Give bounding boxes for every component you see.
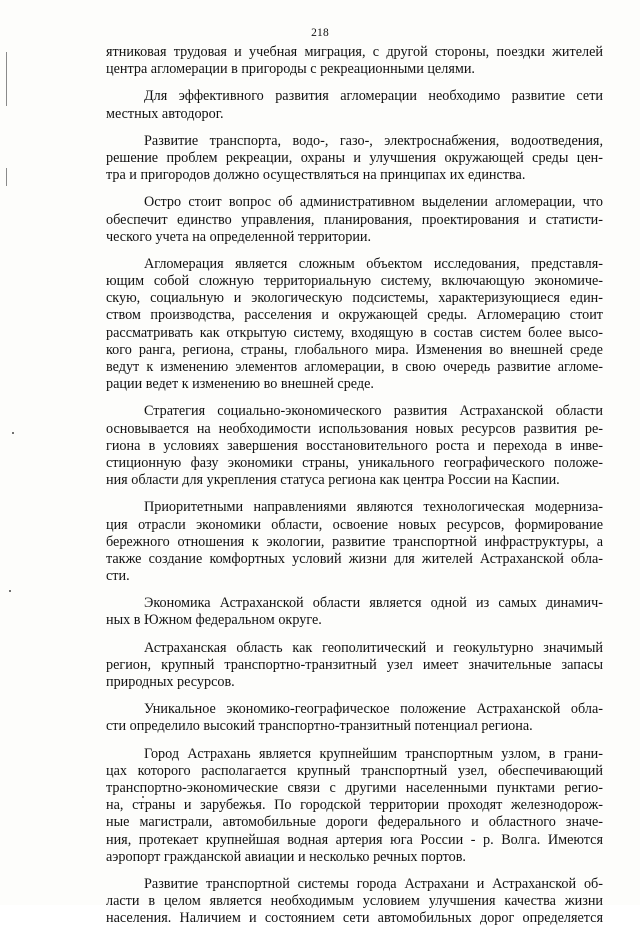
text-line: решение проблем рекреации, охраны и улучшения окружающей среды цен- [106,149,603,166]
text-line: местных автодорог. [106,105,224,122]
text-line: Экономика Астраханской области является одной из самых динамич- [144,595,603,612]
text-line: ния, протекает крупнейшая водная артерия юга России - р. Волга. Имеются [106,831,603,848]
text-line: ческого учета на определенной территории. [106,228,372,245]
text-line: гиона в условиях завершения восстановительного роста и перехода в инве- [106,437,603,454]
text-line: обеспечит единство управления, планирования, проектирования и статисти- [106,211,603,228]
text-line: Приоритетными направлениями являются технологическая модерниза- [144,499,603,516]
text-line: ством производства, расселения и окружающей среды. Агломерацию стоит [106,307,603,324]
text-line: транспортно-экономические связи с другими населенными пунктами регио- [106,779,603,796]
text-line: стиционную фазу экономики страны, уникального географического положе- [106,454,603,471]
paragraph [106,256,603,394]
text-line: ведут к изменению элементов агломерации, в свою очередь развитие агломе- [106,359,603,375]
text-line: ятниковая трудовая и учебная миграция, с другой стороны, поездки жителей [106,44,603,60]
text-line: кого ранга, региона, страны, глобального мира. Изменения во внешней среде [106,341,603,358]
paragraph [106,640,603,692]
scan-margin-mark [6,52,7,106]
text-line: основывается на необходимости использования новых ресурсов развития ре- [106,420,603,437]
text-line: также создание комфортных условий жизни для жителей Астраханской обла- [106,550,603,567]
paragraph [106,499,603,585]
paragraph [106,595,603,629]
scan-margin-mark [6,168,7,186]
text-line: Развитие транспортной системы города Астрахани и Астраханской об- [144,875,603,892]
paragraph [106,194,603,246]
text-line: населения. Наличием и состоянием сети автомобильных дорог определяется [106,910,603,927]
text-line: Остро стоит вопрос об административном выделении агломерации, что [144,194,603,211]
text-line: Город Астрахань является крупнейшим транспортным узлом, в грани- [144,745,603,762]
paragraph [106,403,603,489]
text-line: Уникальное экономико-географическое положение Астраханской обла- [144,701,603,718]
text-line: ющим собой сложную территориальную систему, включающую экономиче- [106,273,603,290]
page-number: 218 [311,27,329,39]
text-line: скую, социальную и экологическую подсистемы, характеризующиеся един- [106,290,603,307]
paragraph [106,88,603,122]
text-line: ласти в целом является необходимым условием улучшения качества жизни [106,893,603,910]
text-line: Развитие транспорта, водо-, газо-, электроснабжения, водоотведения, [144,132,603,149]
body-text [106,44,603,937]
text-line: ция отрасли экономики области, освоение новых ресурсов, формирование [106,516,603,533]
text-line: Стратегия социально-экономического развития Астраханской области [144,403,603,420]
paragraph [106,133,603,185]
text-line: бережного отношения к экологии, развитие транспортной инфраструктуры, а [106,533,603,550]
text-line: рассматривать как открытую систему, входящую в состав систем более высо- [106,324,603,341]
paragraph [106,44,603,78]
text-line: цах которого располагается крупный транспортный узел, обеспечивающий [106,762,603,779]
paragraph [106,876,603,928]
text-line: аэропорт гражданской авиации и несколько речных портов. [106,848,466,865]
scan-dot-mark [9,590,11,592]
text-line: тра и пригородов должно осуществляться на принципах их единства. [106,167,526,184]
paragraph [106,701,603,735]
text-line: Для эффективного развития агломерации необходимо развитие сети [144,88,603,105]
text-line: сти определило высокий транспортно-транзитный потенциал региона. [106,718,533,735]
text-line: Агломерация является сложным объектом исследования, представля- [144,255,603,272]
text-line: рации ведет к изменению во внешней среде. [106,376,374,393]
text-line: регион, крупный транспортно-транзитный узел имеет значительные запасы [106,656,603,673]
paragraph [106,746,603,866]
text-line: сти. [106,568,130,585]
scan-dot-mark [12,432,14,434]
text-line: ния области для укрепления статуса региона как центра России на Каспии. [106,472,560,489]
text-line: центра агломерации в пригороды с рекреационными целями. [106,61,475,78]
text-line: ные магистрали, автомобильные дороги федерального и областного значе- [106,814,603,831]
text-line: ных в Южном федеральном округе. [106,612,322,629]
text-line: на, страны и зарубежья. По городской территории проходят железнодорож- [106,797,603,814]
text-line: природных ресурсов. [106,674,235,690]
text-line: Астраханская область как геополитический и геокультурно значимый [144,639,603,656]
